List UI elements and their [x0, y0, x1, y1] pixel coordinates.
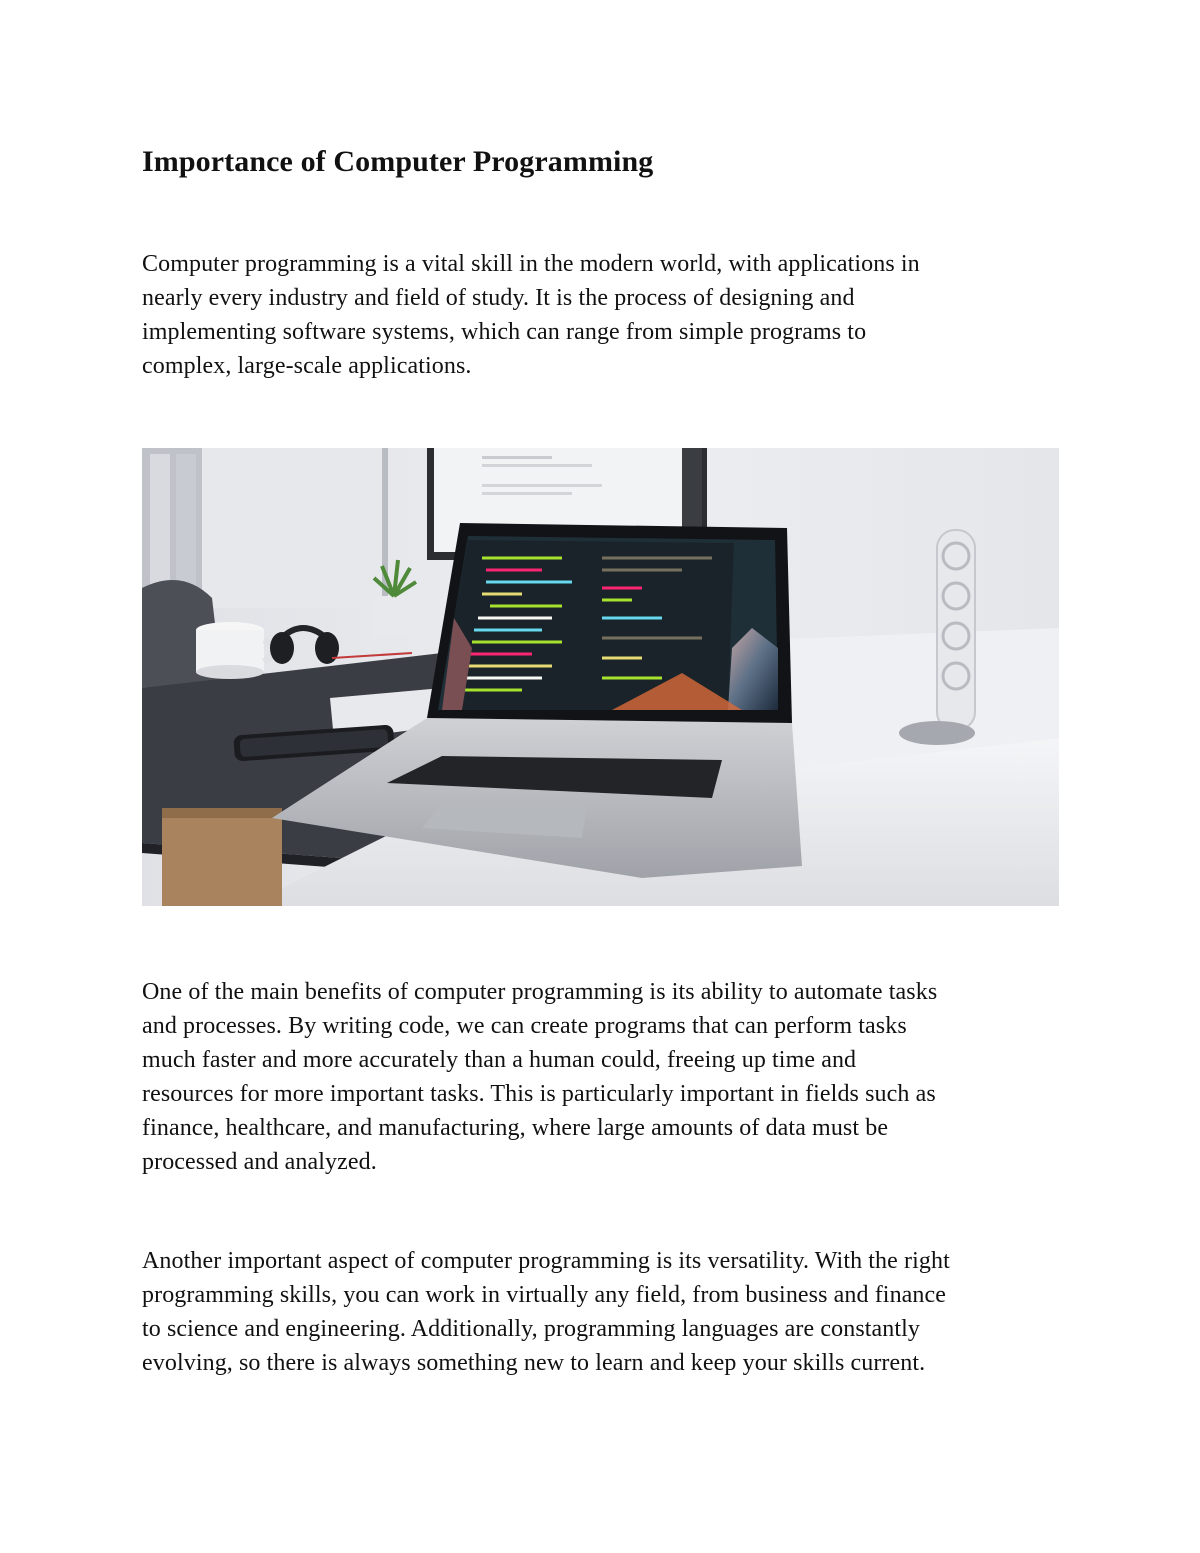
paragraph-line: implementing software systems, which can range from simple programs to: [142, 319, 867, 345]
paragraph-line: programming skills, you can work in virtually any field, from business and finance: [142, 1282, 947, 1308]
paragraph-line: much faster and more accurately than a human could, freeing up time and: [142, 1047, 857, 1073]
paragraph-automation: [142, 975, 1072, 1179]
paragraph-line: and processes. By writing code, we can create programs that can perform tasks: [142, 1013, 907, 1039]
paragraph-line: nearly every industry and field of study. It is the process of designing and: [142, 285, 855, 311]
paragraph-line: complex, large-scale applications.: [142, 353, 472, 379]
paragraph-line: Computer programming is a vital skill in the modern world, with applications in: [142, 251, 920, 277]
paragraph-line: Another important aspect of computer programming is its versatility. With the right: [142, 1248, 950, 1274]
document-title: Importance of Computer Programming: [142, 145, 654, 178]
paragraph-line: to science and engineering. Additionally, programming languages are constantly: [142, 1316, 921, 1342]
laptop-desk-photo: [142, 448, 1059, 906]
paragraph-line: resources for more important tasks. This is particularly important in fields such as: [142, 1081, 936, 1107]
paragraph-intro: [142, 247, 1072, 383]
paragraph-line: processed and analyzed.: [142, 1149, 377, 1175]
paragraph-line: evolving, so there is always something new to learn and keep your skills current.: [142, 1350, 926, 1376]
paragraph-line: finance, healthcare, and manufacturing, where large amounts of data must be: [142, 1115, 889, 1141]
paragraph-line: One of the main benefits of computer programming is its ability to automate tasks: [142, 979, 938, 1005]
paragraph-versatility: [142, 1244, 1072, 1380]
